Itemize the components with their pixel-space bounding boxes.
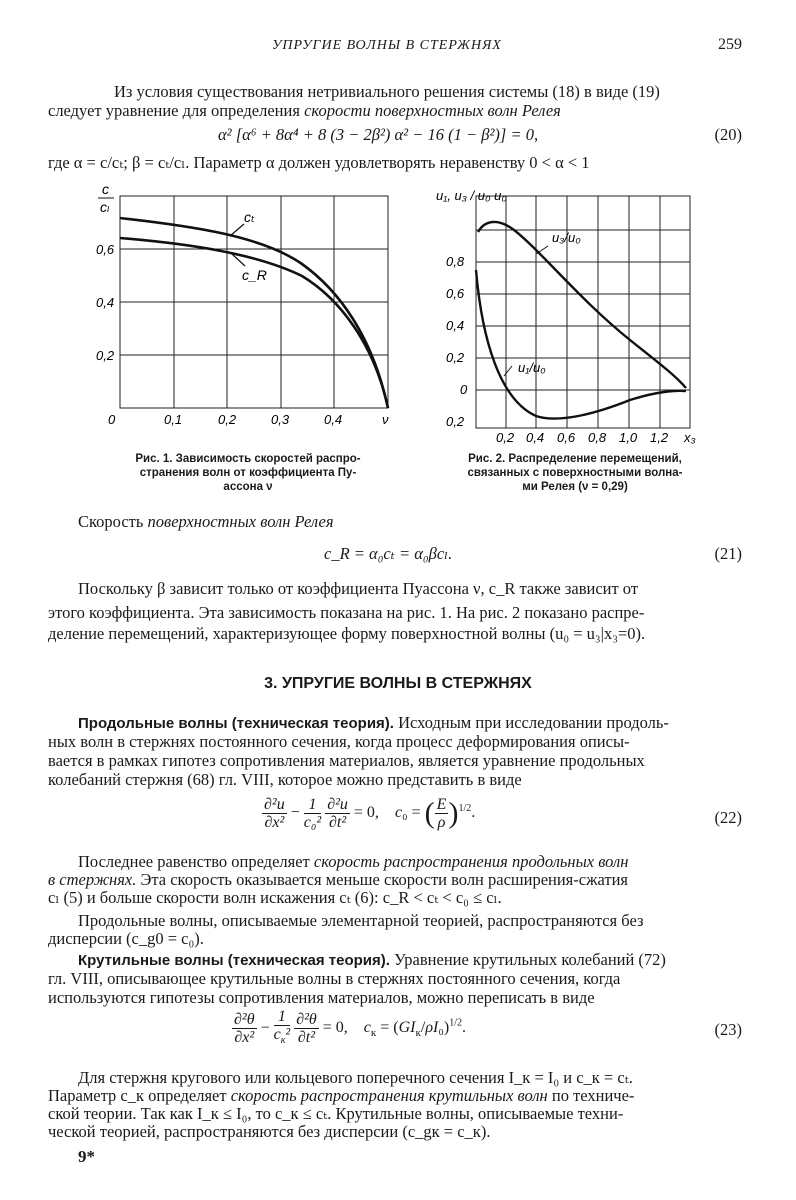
- fig2-ytick-0.4: 0,4: [446, 318, 465, 333]
- torsional-f4: ческой теорией, распространяются без дисперсии (c_gк = c_к).: [48, 1122, 491, 1141]
- fig1-xtick-0.3: 0,3: [271, 412, 290, 427]
- figure-2-chart: [430, 180, 710, 446]
- fig2-ytick-0.6: 0,6: [446, 286, 465, 301]
- signature-mark: 9*: [78, 1147, 95, 1166]
- cr-curve: [120, 238, 388, 408]
- longitudinal-after-1: Последнее равенство определяет скорость распространения продольных волн: [78, 852, 629, 871]
- u1-curve: [476, 270, 686, 419]
- fig2-ytick-neg0.2: 0,2: [446, 414, 465, 429]
- torsional-f3: ской теории. Так как I_к ≤ I₀, то c_к ≤ cₜ. Крутильные волны, описываемые техни-: [48, 1104, 624, 1123]
- fig1-xtick-0.2: 0,2: [218, 412, 237, 427]
- figure-1-caption: [104, 452, 392, 494]
- fig1-xtick-nu: ν: [382, 412, 389, 427]
- fig1-ylabel-bottom: cₗ: [100, 199, 110, 215]
- equation-22: $\frac{\text{∂²u}}{\text{∂x²}}$ − $\frac{1}{\text{c₀²}}$ $\frac{\text{∂²u}}{\text{∂t²}}$ = 0, c₀ = ( $\frac{E}{\rho}$ )$^{1/2}$. (22): [264, 796, 742, 831]
- running-title: УПРУГИЕ ВОЛНЫ В СТЕРЖНЯХ: [272, 38, 502, 53]
- equation-23: $\frac{\text{∂²θ}}{\text{∂x²}}$ − $\frac{1}{c_к^2}$ $\frac{\text{∂²θ}}{\text{∂t²}}$ = 0, $c_к = (GI_к/\rho I_0)^{1/2}$. (23): [234, 1008, 742, 1047]
- longitudinal-line-4: колебаний стержня (68) гл. VIII, которое можно представить в виде: [48, 770, 522, 789]
- torsional-f1: Для стержня кругового или кольцевого поперечного сечения I_к = I₀ и c_к = cₜ.: [78, 1068, 633, 1087]
- cr-label: c_R: [242, 267, 267, 283]
- fig1-xtick-0.4: 0,4: [324, 412, 343, 427]
- u1-label: u₁/u₀: [518, 360, 546, 375]
- longitudinal-after-2: в стержнях. Эта скорость оказывается меньше скорости волн расширения-сжатия: [48, 870, 629, 889]
- torsional-f2: Параметр c_к определяет скорость распространения крутильных волн по техниче-: [48, 1086, 635, 1105]
- rayleigh-p2: этого коэффициента. Эта зависимость показана на рис. 1. На рис. 2 показано распре-: [48, 603, 645, 622]
- rayleigh-p3: деление перемещений, характеризующее форму поверхностной волны (u₀ = u₃|x₃=0).: [48, 624, 646, 643]
- figure-1-grid: [120, 196, 388, 408]
- fig2-xtick-1.2: 1,2: [650, 430, 669, 445]
- fig2-xtick-0.4: 0,4: [526, 430, 545, 445]
- fig1-xtick-0.1: 0,1: [164, 412, 183, 427]
- figure-1-chart: [92, 184, 402, 446]
- page-number: 259: [718, 36, 742, 53]
- fig2-xtick-1.0: 1,0: [619, 430, 638, 445]
- torsional-line-2: гл. VIII, описывающее крутильные волны в стержнях постоянного сечения, когда: [48, 969, 621, 988]
- ct-curve: [120, 218, 388, 408]
- torsional-line-1: Крутильные волны (техническая теория). Уравнение крутильных колебаний (72): [78, 950, 666, 969]
- fig2-ytick-0: 0: [460, 382, 468, 397]
- longitudinal-after-4: Продольные волны, описываемые элементарной теорией, распространяются без: [78, 911, 644, 930]
- intro-line-1: Из условия существования нетривиального решения системы (18) в виде (19): [114, 82, 660, 101]
- intro-line-3: где α = c/cₜ; β = cₜ/cₗ. Параметр α должен удовлетворять неравенству 0 < α < 1: [48, 153, 590, 172]
- torsional-line-3: используются гипотезы сопротивления материалов, можно переписать в виде: [48, 988, 595, 1007]
- fig1-ytick-0.2: 0,2: [96, 348, 115, 363]
- fig2-ytick-0.8: 0,8: [446, 254, 465, 269]
- fig2-xtick-0.2: 0,2: [496, 430, 515, 445]
- intro-line-2: следует уравнение для определения скорости поверхностных волн Релея: [48, 101, 561, 120]
- longitudinal-after-5: дисперсии (c_g0 = c₀).: [48, 929, 204, 948]
- u3-curve: [478, 222, 686, 388]
- fig2-ytick-0.2: 0,2: [446, 350, 465, 365]
- fig2-xtick-0.6: 0,6: [557, 430, 576, 445]
- section-title: 3. УПРУГИЕ ВОЛНЫ В СТЕРЖНЯХ: [264, 675, 532, 692]
- fig2-caption-text: Рис. 2. Распределение перемещений, связанных с поверхностными волна- ми Релея (ν = 0,29): [467, 453, 683, 493]
- longitudinal-line-1: Продольные волны (техническая теория). Исходным при исследовании продоль-: [78, 713, 669, 732]
- rayleigh-p1: Поскольку β зависит только от коэффициента Пуассона ν, c_R также зависит от: [78, 579, 639, 598]
- fig2-ylabel: u₁, u₃ / u₀ u₀: [436, 188, 507, 203]
- fig1-caption-text: Рис. 1. Зависимость скоростей распро- странения волн от коэффициента Пу- ассона ν: [135, 453, 361, 493]
- ct-label: cₜ: [244, 209, 256, 225]
- figure-2-caption: [430, 452, 720, 494]
- fig2-xtick-x3: x₃: [684, 430, 696, 445]
- u3-label: u₃/u₀: [552, 230, 581, 245]
- longitudinal-line-3: вается в рамках гипотез сопротивления материалов, является уравнение продольных: [48, 751, 645, 770]
- fig2-xtick-0.8: 0,8: [588, 430, 607, 445]
- fig1-ytick-0.6: 0,6: [96, 242, 115, 257]
- fig1-ytick-0: 0: [108, 412, 116, 427]
- rayleigh-intro: Скорость поверхностных волн Релея: [78, 512, 334, 531]
- longitudinal-after-3: cₗ (5) и больше скорости волн искажения cₜ (6): c_R < cₜ < c₀ ≤ cₗ.: [48, 888, 502, 907]
- longitudinal-line-2: ных волн в стержнях постоянного сечения, когда процесс деформирования описы-: [48, 732, 630, 751]
- fig1-ytick-0.4: 0,4: [96, 295, 115, 310]
- fig1-ylabel-top: c: [102, 184, 109, 197]
